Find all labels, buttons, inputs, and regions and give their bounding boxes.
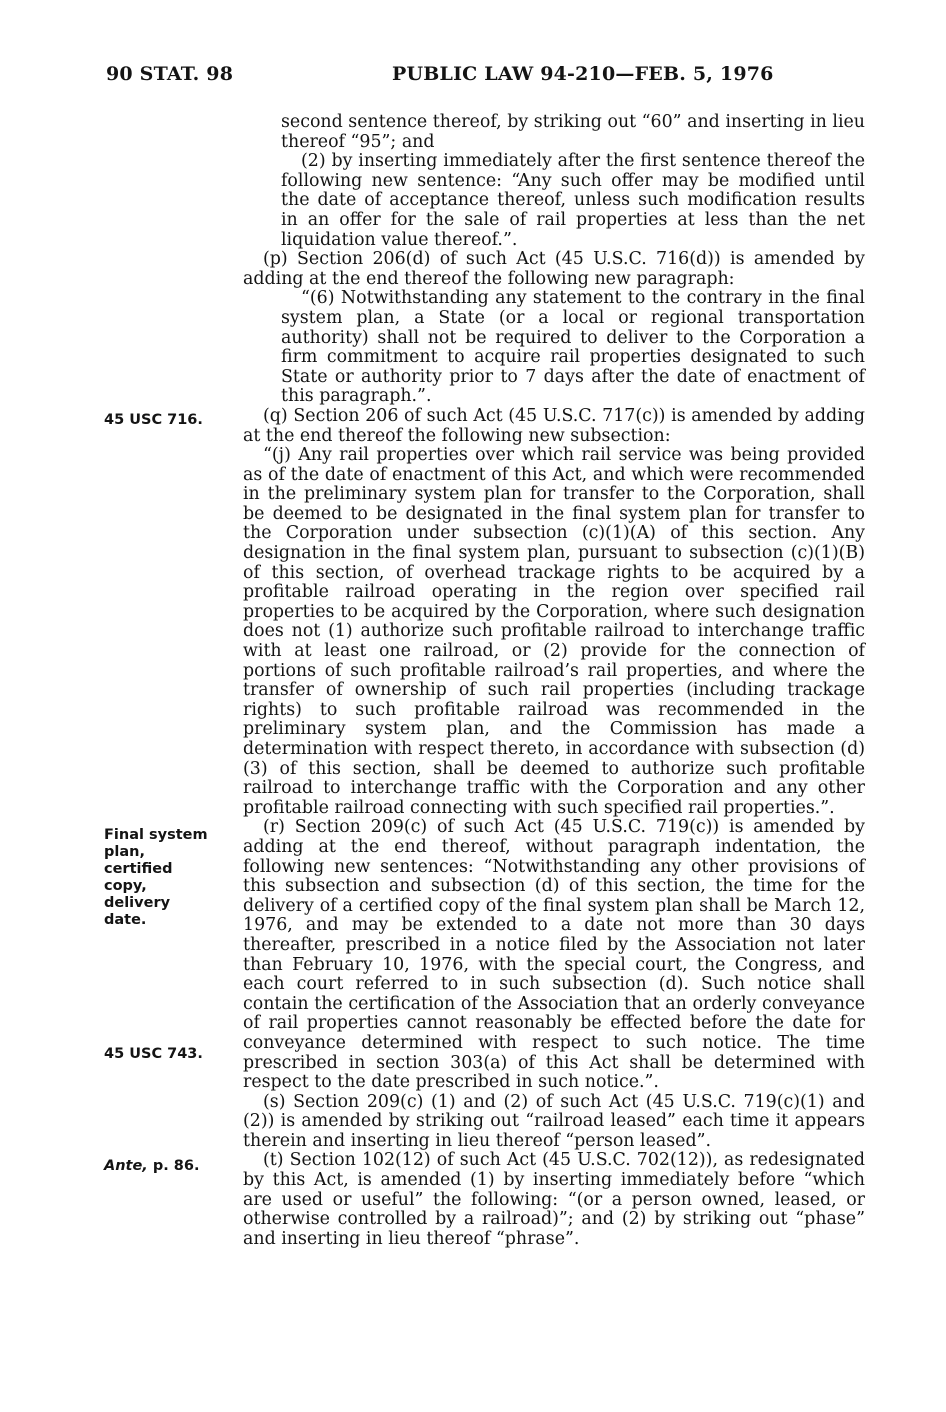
running-head-title: PUBLIC LAW 94-210—FEB. 5, 1976 xyxy=(392,63,774,85)
paragraph-quoted-6: “(6) Notwithstanding any statement to the contrary in the final system plan, a State (or a local or regional transportation authority) shall not be required to deliver to the Corporation a firm commitment to acquire rail properties designated to such State or authority prior to 7 days after the date of enactment of this paragraph.”. xyxy=(281,288,865,407)
body-text xyxy=(243,113,865,1249)
paragraph-quoted-j: “(j) Any rail properties over which rail service was being provided as of the date of enactment of this Act, and which were recommended in the preliminary system plan for transfer to the Corporation, shall be deemed to be designated in the final system plan for transfer to the Corporation under subsection (c)(1)(A) of this section. Any designation in the final system plan, pursuant to subsection (c)(1)(B) of this section, of overhead trackage rights to be acquired by a profitable railroad operating in the region over specified rail properties to be acquired by the Corporation, where such designation does not (1) authorize such profitable railroad to interchange traffic with at least one railroad, or (2) provide for the connection of portions of such profitable railroad’s rail properties, and where the transfer of ownership of such rail properties (including trackage rights) to such profitable railroad was recommended in the preliminary system plan, and the Commission has made a determination with respect thereto, in accordance with subsection (d)(3) of this section, shall be deemed to authorize such profitable railroad to interchange traffic with the Corporation and any other profitable railroad connecting with such specified rail properties.”. xyxy=(243,445,865,818)
statute-page-number: 90 STAT. 98 xyxy=(106,63,234,85)
margin-note-ante-page: p. 86. xyxy=(147,1158,200,1174)
paragraph-continuation: second sentence thereof, by striking out “60” and inserting in lieu thereof “95”; and xyxy=(281,112,865,152)
paragraph-subsection-t: (t) Section 102(12) of such Act (45 U.S.C. 702(12)), as redesignated by this Act, is amended (1) by inserting immediately before “which are used or useful” the following: “(or a person owned, leased, or otherwise controlled by a railroad)”; and (2) by striking out “phase” and inserting in lieu thereof “phrase”. xyxy=(243,1150,865,1249)
paragraph-subsection-r: (r) Section 209(c) of such Act (45 U.S.C. 719(c)) is amended by adding at the end thereof, without paragraph indentation, the following new sentences: “Notwithstanding any other provisions of this subsection and subsection (d) of this section, the time for the delivery of a certified copy of the final system plan shall be March 12, 1976, and may be extended to a date not more than 30 days thereafter, prescribed in a notice filed by the Association not later than February 10, 1976, with the special court, the Congress, and each court referred to in such subsection (d). Such notice shall contain the certification of the Association that an orderly conveyance of rail properties cannot reasonably be effected before the date for conveyance determined with respect to such notice. The time prescribed in section 303(a) of this Act shall be determined with respect to the date prescribed in such notice.”. xyxy=(243,817,865,1093)
paragraph-subsection-q: (q) Section 206 of such Act (45 U.S.C. 717(c)) is amended by adding at the end thereof the following new subsection: xyxy=(243,405,865,446)
margin-note-final-system-plan: Final system plan, certified copy, delivery date. xyxy=(104,827,208,928)
margin-note-ante xyxy=(104,1158,214,1175)
margin-note-45-usc-716: 45 USC 716. xyxy=(104,412,203,428)
paragraph-clause-2: (2) by inserting immediately after the first sentence thereof the following new sentence: “Any such offer may be modified until the date of acceptance thereof, unless such modification results in an offer for the sale of rail properties at less than the net liquidation value thereof.”. xyxy=(281,151,865,250)
paragraph-subsection-s: (s) Section 209(c) (1) and (2) of such Act (45 U.S.C. 719(c)(1) and (2)) is amended by striking out “railroad leased” each time it appears therein and inserting in lieu thereof “person leased”. xyxy=(243,1091,865,1151)
margin-note-ante-italic: Ante, xyxy=(104,1158,148,1174)
margin-note-45-usc-743: 45 USC 743. xyxy=(104,1046,203,1062)
paragraph-subsection-p: (p) Section 206(d) of such Act (45 U.S.C. 716(d)) is amended by adding at the end thereof the following new paragraph: xyxy=(243,249,865,289)
